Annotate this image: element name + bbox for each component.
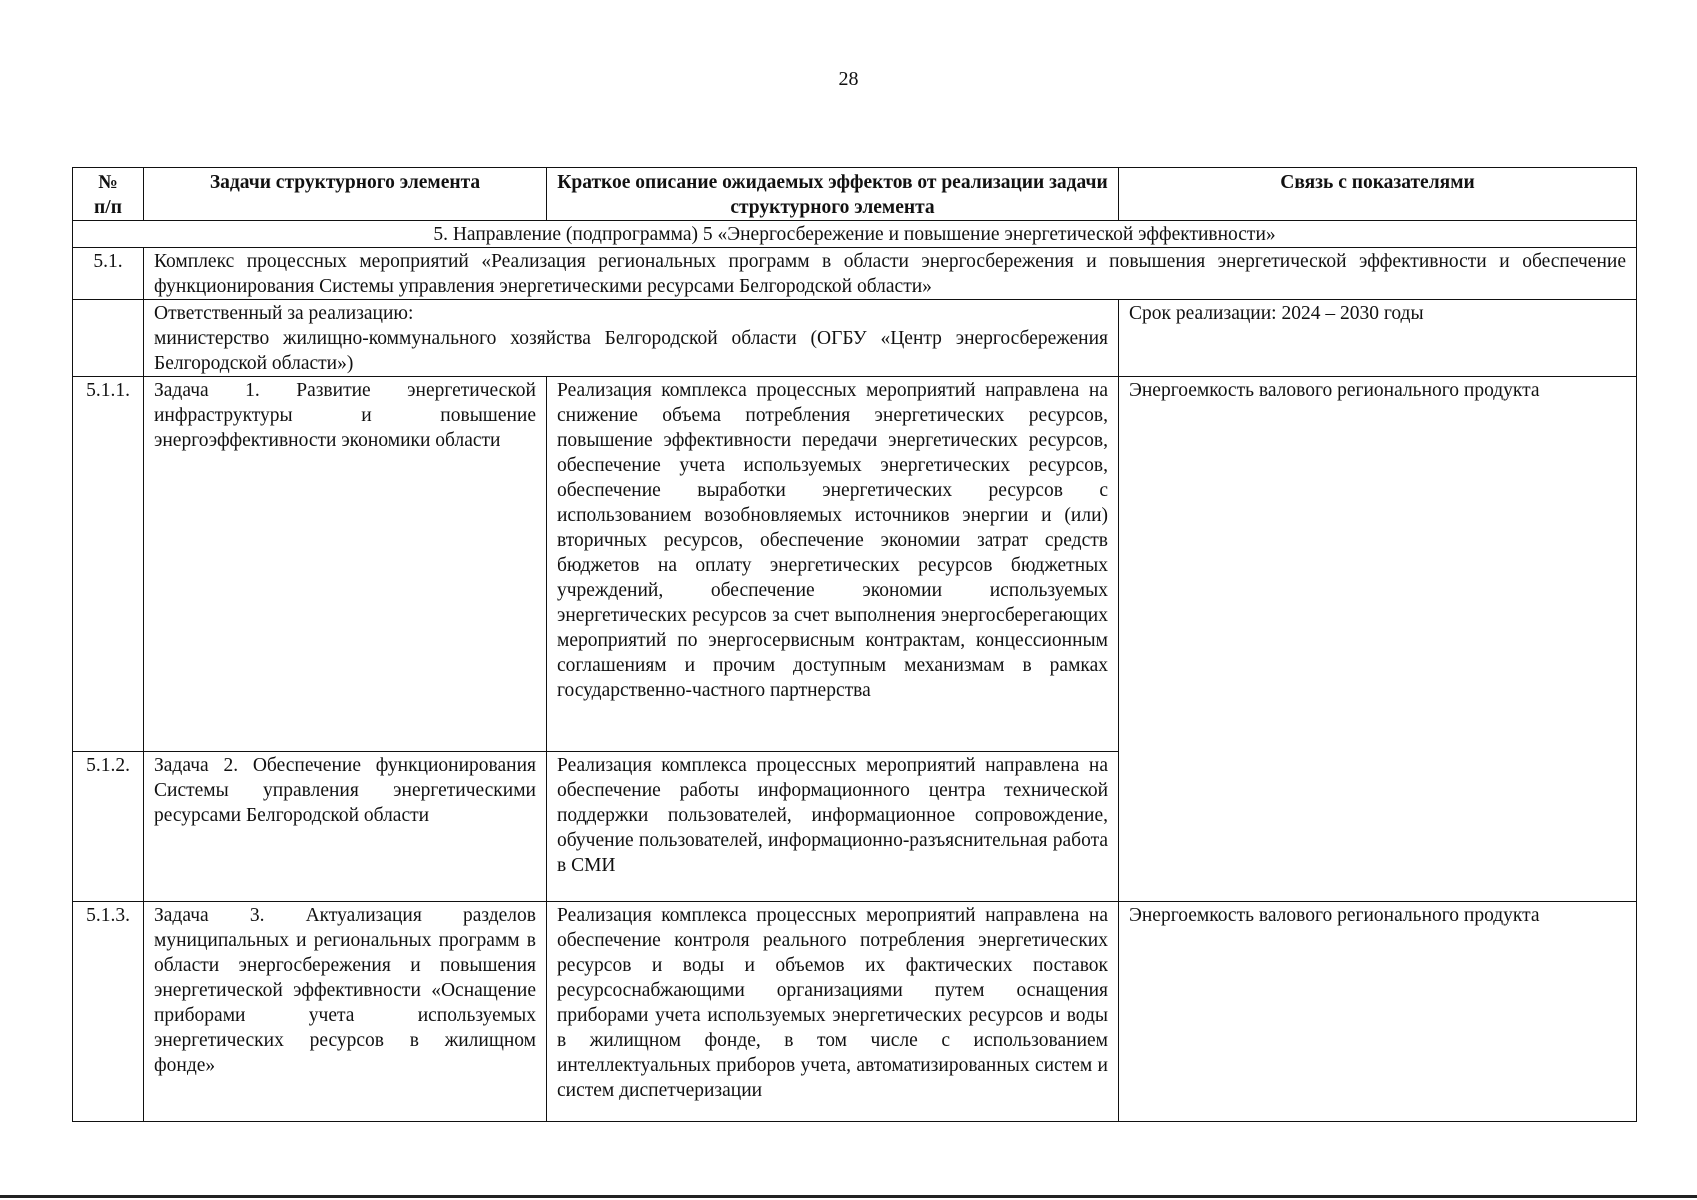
table-row (73, 377, 1637, 752)
header-indicators: Связь с показателями (1119, 168, 1637, 221)
row-effect: Реализация комплекса процессных мероприятий направлена на обеспечение работы информационного центра технической поддержки пользователей, информационное сопровождение, обучение пользователей, информационно-разъяснительная работа в СМИ (547, 752, 1119, 902)
row-number: 5.1.2. (73, 752, 144, 902)
row-task: Задача 2. Обеспечение функционирования Системы управления энергетическими ресурсами Белгородской области (144, 752, 547, 902)
complex-number: 5.1. (73, 248, 144, 300)
row-effect: Реализация комплекса процессных мероприятий направлена на обеспечение контроля реального потребления энергетических ресурсов и воды и объемов их фактических поставок ресурсоснабжающими организациями путем оснащения приборами учета используемых энергетических ресурсов и воды в жилищном фонде, в том числе с использованием интеллектуальных приборов учета, автоматизированных систем и систем диспетчеризации (547, 902, 1119, 1122)
responsible-label: Ответственный за реализацию: (154, 303, 414, 324)
structural-element-table (72, 167, 1637, 1122)
responsible-text: министерство жилищно-коммунального хозяйства Белгородской области (ОГБУ «Центр энергосбережения Белгородской области») (154, 328, 1108, 374)
row-number: 5.1.3. (73, 902, 144, 1122)
row-number: 5.1.1. (73, 377, 144, 752)
row-indicator: Энергоемкость валового регионального продукта (1119, 377, 1637, 902)
complex-title: Комплекс процессных мероприятий «Реализация региональных программ в области энергосбережения и повышения энергетической эффективности и обеспечение функционирования Системы управления энергетическими ресурсами Белгородской области» (144, 248, 1637, 300)
header-tasks: Задачи структурного элемента (144, 168, 547, 221)
row-task: Задача 3. Актуализация разделов муниципальных и региональных программ в области энергосбережения и повышения энергетической эффективности «Оснащение приборами учета используемых энергетических ресурсов в жилищном фонде» (144, 902, 547, 1122)
responsible-row (73, 300, 1637, 377)
complex-row (73, 248, 1637, 300)
page-number: 28 (838, 68, 859, 90)
direction-title: 5. Направление (подпрограмма) 5 «Энергосбережение и повышение энергетической эффективности» (73, 221, 1637, 248)
row-indicator: Энергоемкость валового регионального продукта (1119, 902, 1637, 1122)
header-number-symbol: № (98, 172, 118, 193)
responsible-number-empty (73, 300, 144, 377)
table-row (73, 902, 1637, 1122)
header-number (73, 168, 144, 221)
row-task: Задача 1. Развитие энергетической инфраструктуры и повышение энергоэффективности экономики области (144, 377, 547, 752)
page-bottom-edge (0, 1195, 1697, 1198)
implementation-term: Срок реализации: 2024 – 2030 годы (1119, 300, 1637, 377)
header-number-abbr: п/п (94, 197, 122, 218)
header-effects: Краткое описание ожидаемых эффектов от реализации задачи структурного элемента (547, 168, 1119, 221)
responsible-cell (144, 300, 1119, 377)
row-effect: Реализация комплекса процессных мероприятий направлена на снижение объема потребления энергетических ресурсов, повышение эффективности передачи энергетических ресурсов, обеспечение учета используемых энергетических ресурсов, обеспечение выработки энергетических ресурсов с использованием возобновляемых источников энергии и (или) вторичных ресурсов, обеспечение экономии затрат средств бюджетов на оплату энергетических ресурсов бюджетных учреждений, обеспечение экономии используемых энергетических ресурсов за счет выполнения энергосберегающих мероприятий по энергосервисным контрактам, концессионным соглашениям и прочим доступным механизмам в рамках государственно-частного партнерства (547, 377, 1119, 752)
direction-row (73, 221, 1637, 248)
table-header-row (73, 168, 1637, 221)
